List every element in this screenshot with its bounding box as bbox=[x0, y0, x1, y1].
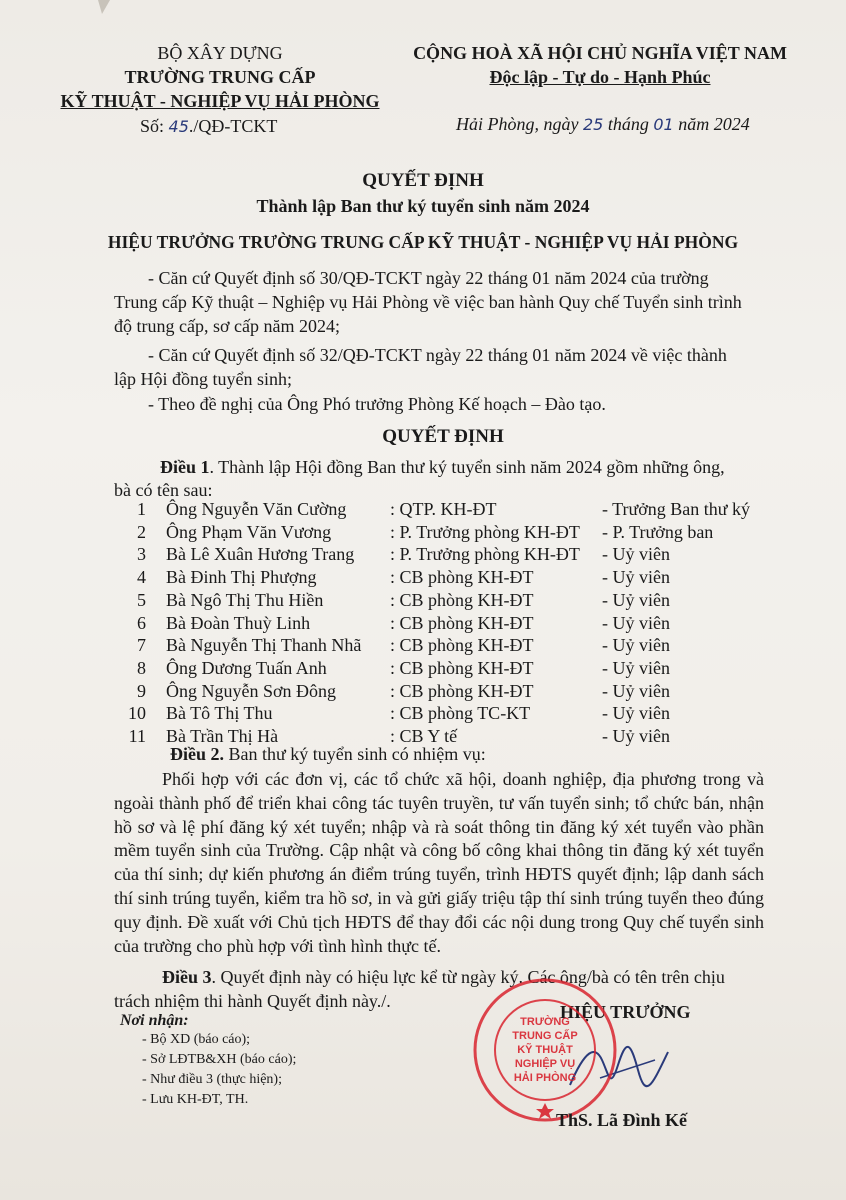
member-number: 1 bbox=[137, 499, 146, 519]
recipient-item: - Bộ XD (báo cáo); bbox=[142, 1032, 251, 1047]
basis-1-line2: Trung cấp Kỹ thuật – Nghiệp vụ Hải Phòng về việc ban hành Quy chế Tuyển sinh trình bbox=[114, 292, 742, 312]
member-row bbox=[120, 543, 780, 565]
article-3-line1: Điều 3. Quyết định này có hiệu lực kể từ ngày ký. Các ông/bà có tên trên chịu bbox=[162, 967, 725, 987]
member-role: - Uỷ viên bbox=[602, 703, 670, 724]
member-name: Bà Nguyễn Thị Thanh Nhã bbox=[166, 635, 362, 656]
member-number: 6 bbox=[137, 612, 146, 633]
member-role: - Uỷ viên bbox=[602, 567, 670, 588]
official-stamp bbox=[470, 975, 620, 1125]
stamp-text-4: NGHIỆP VỤ bbox=[514, 1058, 576, 1070]
basis-1-line3: độ trung cấp, sơ cấp năm 2024; bbox=[114, 316, 340, 336]
member-unit: : P. Trưởng phòng KH-ĐT bbox=[390, 544, 580, 565]
recipient-item: - Sở LĐTB&XH (báo cáo); bbox=[142, 1052, 297, 1067]
article-2-body: Phối hợp với các đơn vị, các tổ chức xã hội, doanh nghiệp, địa phương trong và ngoài thành phố để triển khai công tác tuyên truyền, tư vấn tuyển sinh; tổ chức bán, nhận hồ sơ và lệ phí đăng ký xét tuyển; nhập và rà soát thông tin đăng ký xét tuyển vào phần mềm tuyển sinh của Trường. Cập nhật và công bố công khai thông tin đăng ký xét tuyển của thí sinh; dự kiến phương án điểm trúng tuyển, trình HĐTS quyết định; lập danh sách thí sinh trúng tuyển, kiểm tra hồ sơ, in và gửi giấy triệu tập thí sinh trúng tuyển theo đúng quy định. Đề xuất với Chủ tịch HĐTS để thay đổi các nội dung trong Quy chế tuyển sinh của trường cho phù hợp với tình hình thực tế. bbox=[114, 769, 764, 956]
stamp-star-icon bbox=[536, 1103, 554, 1119]
member-name: Bà Đoàn Thuỳ Linh bbox=[166, 612, 311, 633]
member-row bbox=[120, 680, 780, 702]
member-number: 4 bbox=[137, 567, 146, 588]
paper-corner-mark bbox=[98, 0, 110, 14]
member-unit: : P. Trưởng phòng KH-ĐT bbox=[390, 521, 580, 542]
member-name: Bà Ngô Thị Thu Hiền bbox=[166, 589, 324, 610]
basis-2-line1: - Căn cứ Quyết định số 32/QĐ-TCKT ngày 22 tháng 01 năm 2024 về việc thành bbox=[148, 345, 727, 365]
member-number: 8 bbox=[137, 657, 146, 678]
member-role: - Uỷ viên bbox=[602, 635, 670, 656]
member-number: 7 bbox=[137, 635, 146, 656]
article-1-line2: bà có tên sau: bbox=[114, 480, 213, 500]
member-role: - Uỷ viên bbox=[602, 726, 670, 746]
basis-3: - Theo đề nghị của Ông Phó trưởng Phòng Kế hoạch – Đào tạo. bbox=[148, 394, 606, 414]
school-name-line1: TRƯỜNG TRUNG CẤP bbox=[124, 67, 316, 87]
article-1-line1: Điều 1. Thành lập Hội đồng Ban thư ký tuyển sinh năm 2024 gồm những ông, bbox=[160, 457, 725, 477]
article-3-line2: trách nhiệm thi hành Quyết định này./. bbox=[114, 991, 391, 1011]
signature-title: HIỆU TRƯỞNG bbox=[560, 1002, 691, 1022]
member-role: - P. Trưởng ban bbox=[602, 521, 714, 542]
member-number: 3 bbox=[137, 544, 146, 565]
member-number: 2 bbox=[137, 521, 146, 542]
member-role: - Trưởng Ban thư ký bbox=[602, 499, 751, 519]
nation-title: CỘNG HOÀ XÃ HỘI CHỦ NGHĨA VIỆT NAM bbox=[413, 43, 787, 63]
member-row bbox=[120, 498, 780, 520]
member-name: Bà Đinh Thị Phượng bbox=[166, 567, 317, 588]
member-row bbox=[120, 589, 780, 611]
article-2-intro: Điều 2. Ban thư ký tuyển sinh có nhiệm vụ: bbox=[170, 744, 486, 764]
member-name: Bà Trần Thị Hà bbox=[166, 726, 279, 746]
member-row bbox=[120, 521, 780, 543]
school-name-line2: KỸ THUẬT - NGHIỆP VỤ HẢI PHÒNG bbox=[60, 91, 380, 111]
member-unit: : CB phòng KH-ĐT bbox=[390, 680, 534, 701]
member-role: - Uỷ viên bbox=[602, 612, 670, 633]
member-number: 9 bbox=[137, 680, 146, 701]
member-role: - Uỷ viên bbox=[602, 680, 670, 701]
member-number: 5 bbox=[137, 589, 146, 610]
member-unit: : CB Y tế bbox=[390, 726, 458, 746]
member-name: Ông Nguyễn Văn Cường bbox=[166, 499, 347, 519]
member-number: 10 bbox=[128, 703, 146, 724]
member-row bbox=[120, 566, 780, 588]
member-row bbox=[120, 612, 780, 634]
member-number: 11 bbox=[128, 726, 146, 746]
member-unit: : QTP. KH-ĐT bbox=[390, 499, 497, 519]
basis-1-line1: - Căn cứ Quyết định số 30/QĐ-TCKT ngày 22 tháng 01 năm 2024 của trường bbox=[148, 268, 709, 288]
member-unit: : CB phòng KH-ĐT bbox=[390, 612, 534, 633]
stamp-text-2: TRUNG CẤP bbox=[512, 1030, 578, 1042]
stamp-text-5: HẢI PHÒNG bbox=[513, 1072, 577, 1084]
recipient-item: - Lưu KH-ĐT, TH. bbox=[142, 1092, 249, 1107]
issuing-authority: HIỆU TRƯỞNG TRƯỜNG TRUNG CẤP KỸ THUẬT - NGHIỆP VỤ HẢI PHÒNG bbox=[107, 232, 739, 252]
member-row bbox=[120, 702, 780, 724]
member-name: Ông Phạm Văn Vương bbox=[166, 521, 332, 542]
recipient-item: - Như điều 3 (thực hiện); bbox=[142, 1072, 282, 1087]
document-title: QUYẾT ĐỊNH bbox=[362, 170, 484, 191]
month-handwritten: 01 bbox=[653, 115, 674, 134]
member-unit: : CB phòng KH-ĐT bbox=[390, 589, 534, 610]
basis-2-line2: lập Hội đồng tuyển sinh; bbox=[114, 369, 292, 389]
member-unit: : CB phòng TC-KT bbox=[390, 703, 531, 724]
recipients-label: Nơi nhận: bbox=[120, 1012, 189, 1029]
member-row bbox=[120, 634, 780, 656]
member-role: - Uỷ viên bbox=[602, 657, 670, 678]
member-name: Bà Lê Xuân Hương Trang bbox=[166, 544, 355, 565]
member-row bbox=[120, 657, 780, 679]
member-unit: : CB phòng KH-ĐT bbox=[390, 567, 534, 588]
document-subtitle: Thành lập Ban thư ký tuyển sinh năm 2024 bbox=[256, 196, 590, 216]
member-name: Ông Dương Tuấn Anh bbox=[166, 657, 327, 678]
signer-name: ThS. Lã Đình Kế bbox=[556, 1110, 688, 1130]
member-unit: : CB phòng KH-ĐT bbox=[390, 657, 534, 678]
member-unit: : CB phòng KH-ĐT bbox=[390, 635, 534, 656]
decision-heading: QUYẾT ĐỊNH bbox=[382, 426, 504, 447]
member-role: - Uỷ viên bbox=[602, 544, 670, 565]
member-name: Bà Tô Thị Thu bbox=[166, 703, 273, 724]
member-name: Ông Nguyễn Sơn Đông bbox=[166, 680, 337, 701]
stamp-text-3: KỸ THUẬT bbox=[517, 1044, 573, 1056]
stamp-text-1: TRƯỜNG bbox=[520, 1016, 570, 1028]
issue-date: Hải Phòng, ngày 25 tháng 01 năm 2024 bbox=[456, 114, 750, 134]
doc-number-handwritten: 45 bbox=[168, 117, 189, 136]
national-motto: Độc lập - Tự do - Hạnh Phúc bbox=[489, 67, 711, 87]
member-role: - Uỷ viên bbox=[602, 589, 670, 610]
document-number: Số: 45./QĐ-TCKT bbox=[140, 116, 278, 136]
day-handwritten: 25 bbox=[582, 115, 604, 134]
ministry-name: BỘ XÂY DỰNG bbox=[157, 43, 283, 63]
